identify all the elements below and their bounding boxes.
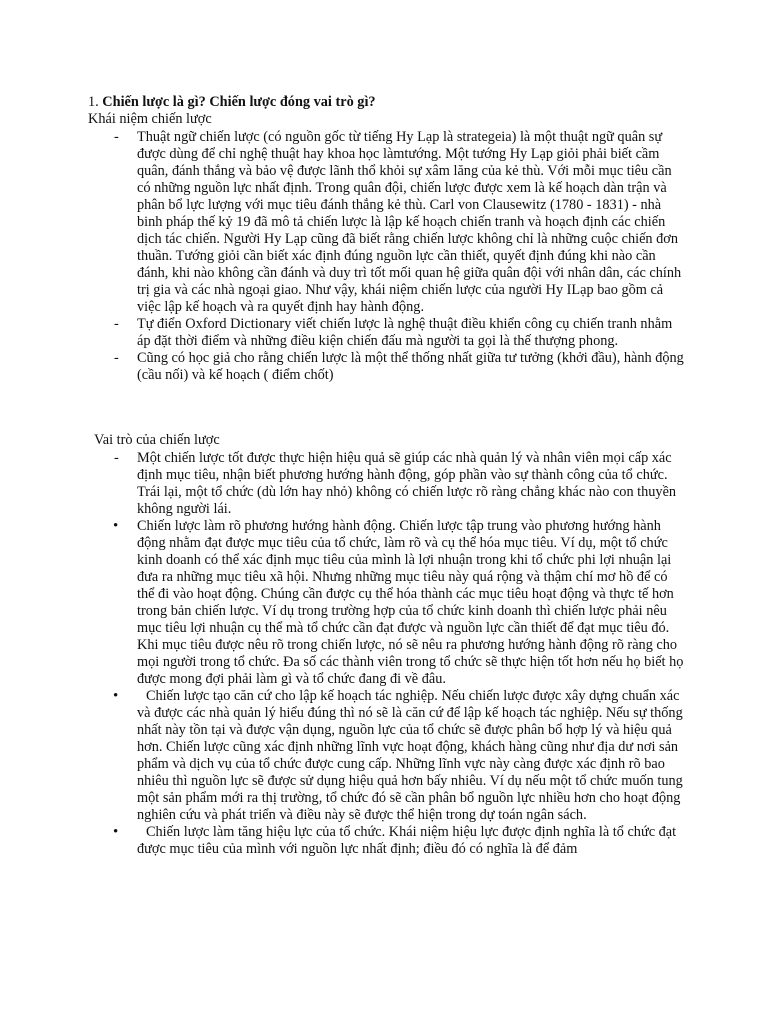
dash-marker: - [114, 450, 119, 466]
list-item [0, 688, 768, 824]
bullet-marker: • [113, 824, 119, 840]
concept-list [0, 129, 768, 384]
bullet-marker: • [113, 518, 119, 534]
list-item [0, 129, 768, 316]
bullet-marker: • [113, 688, 119, 704]
dash-marker: - [114, 350, 119, 366]
list-item-text: Cũng có học giả cho rằng chiến lược là một thể thống nhất giữa tư tưởng (khởi đầu), hành động (cầu nối) và kế hoạch ( điểm chốt) [137, 350, 684, 383]
list-item-text: Chiến lược tạo căn cứ cho lập kế hoạch tác nghiệp. Nếu chiến lược được xây dựng chuẩn xác và được các nhà quản lý hiểu đúng thì nó sẽ là căn cứ để lập kế hoạch tác nghiệp. Nếu sự thống nhất này tồn tại và được vận dụng, nguồn lực của tổ chức sẽ được phân bổ hợp lý và hiệu quả hơn. Chiến lược cũng xác định những lĩnh vực hoạt động, khách hàng cũng như địa dư nơi sản phẩm và dịch vụ của tổ chức được cung cấp. Những lĩnh vực này càng được xác định rõ bao nhiêu thì nguồn lực sẽ được sử dụng hiệu quả hơn bấy nhiêu. Ví dụ nếu một tổ chức muốn tung một sản phẩm mới ra thị trường, tổ chức đó sẽ cần phân bổ nguồn lực nhiều hơn cho hoạt động nghiên cứu và phát triển và điều này sẽ được thể hiện trong dự toán ngân sách. [137, 688, 683, 823]
list-item [0, 316, 768, 350]
list-item [0, 824, 768, 858]
section-label-concept: Khái niệm chiến lược [88, 111, 212, 127]
list-item-text: Một chiến lược tốt được thực hiện hiệu quả sẽ giúp các nhà quản lý và nhân viên mọi cấp xác định mục tiêu, nhận biết phương hướng hành động, góp phần vào sự thành công của tổ chức. Trái lại, một tổ chức (dù lớn hay nhỏ) không có chiến lược rõ ràng chẳng khác nào con thuyền không người lái. [137, 450, 677, 517]
dash-marker: - [114, 316, 119, 332]
list-item-text: Chiến lược làm rõ phương hướng hành động. Chiến lược tập trung vào phương hướng hành động nhằm đạt được mục tiêu của tổ chức, làm rõ và cụ thể hóa mục tiêu. Ví dụ, một tổ chức kinh doanh có thể xác định mục tiêu của mình là lợi nhuận trong khi tổ chức phi lợi nhuận lại đưa ra những mục tiêu xã hội. Nhưng những mục tiêu này quá rộng và thậm chí mơ hồ để có thể đi vào hoạt động. Chúng cần được cụ thể hóa thành các mục tiêu hoạt động và thực tế hơn trong bản chiến lược. Ví dụ trong trường hợp của tổ chức kinh doanh thì chiến lược phải nêu mục tiêu lợi nhuận cụ thể mà tổ chức cần đạt được và nguồn lực cần thiết để đạt mục tiêu đó. Khi mục tiêu được nêu rõ trong chiến lược, nó sẽ nêu ra phương hướng hành động rõ ràng cho mọi người trong tổ chức. Đa số các thành viên trong tổ chức sẽ thực hiện tốt hơn nếu họ biết họ được mong đợi phải làm gì và tổ chức đang đi về đâu. [137, 518, 684, 687]
list-item [0, 450, 768, 518]
list-item [0, 518, 768, 688]
list-item-text: Thuật ngữ chiến lược (có nguồn gốc từ tiếng Hy Lạp là strategeia) là một thuật ngữ quân sự được dùng để chỉ nghệ thuật hay khoa học làmtướng. Một tướng Hy Lạp giỏi phải biết cầm quân, đánh thắng và bảo vệ được lãnh thổ khỏi sự xâm lăng của kẻ thù. Với mỗi mục tiêu cần có những nguồn lực nhất định. Trong quân đội, chiến lược được xem là kế hoạch dàn trận và phân bổ lực lượng với mục tiêu đánh thắng kẻ thù. Carl von Clausewitz (1780 - 1831) - nhà binh pháp thế kỷ 19 đã mô tả chiến lược là lập kế hoạch chiến tranh và hoạch định các chiến dịch tác chiến. Người Hy Lạp cũng đã biết rằng chiến lược không chỉ là những cuộc chiến đơn thuần. Tướng giỏi cần biết xác định đúng nguồn lực cần thiết, quyết định đúng khi nào cần đánh, khi nào không cần đánh và duy trì tốt mối quan hệ giữa quân đội với nhân dân, các chính trị gia và các nhà ngoại giao. Như vậy, khái niệm chiến lược của người Hy ILạp bao gồm cả việc lập kế hoạch và ra quyết định hay hành động. [137, 129, 682, 315]
dash-marker: - [114, 129, 119, 145]
heading-number: 1. [88, 94, 103, 110]
list-item-text: Tự điển Oxford Dictionary viết chiến lược là nghệ thuật điều khiển công cụ chiến tranh nhằm áp đặt thời điểm và những điều kiện chiến đấu mà người ta gọi là thế thượng phong. [137, 316, 673, 349]
section-label-role: Vai trò của chiến lược [94, 432, 220, 448]
list-item [0, 350, 768, 384]
question-heading [88, 94, 376, 111]
role-list [0, 450, 768, 858]
list-item-text: Chiến lược làm tăng hiệu lực của tổ chức. Khái niệm hiệu lực được định nghĩa là tổ chức đạt được mục tiêu của mình với nguồn lực nhất định; điều đó có nghĩa là để đảm [137, 824, 677, 857]
heading-title: Chiến lược là gì? Chiến lược đóng vai trò gì? [102, 94, 376, 110]
